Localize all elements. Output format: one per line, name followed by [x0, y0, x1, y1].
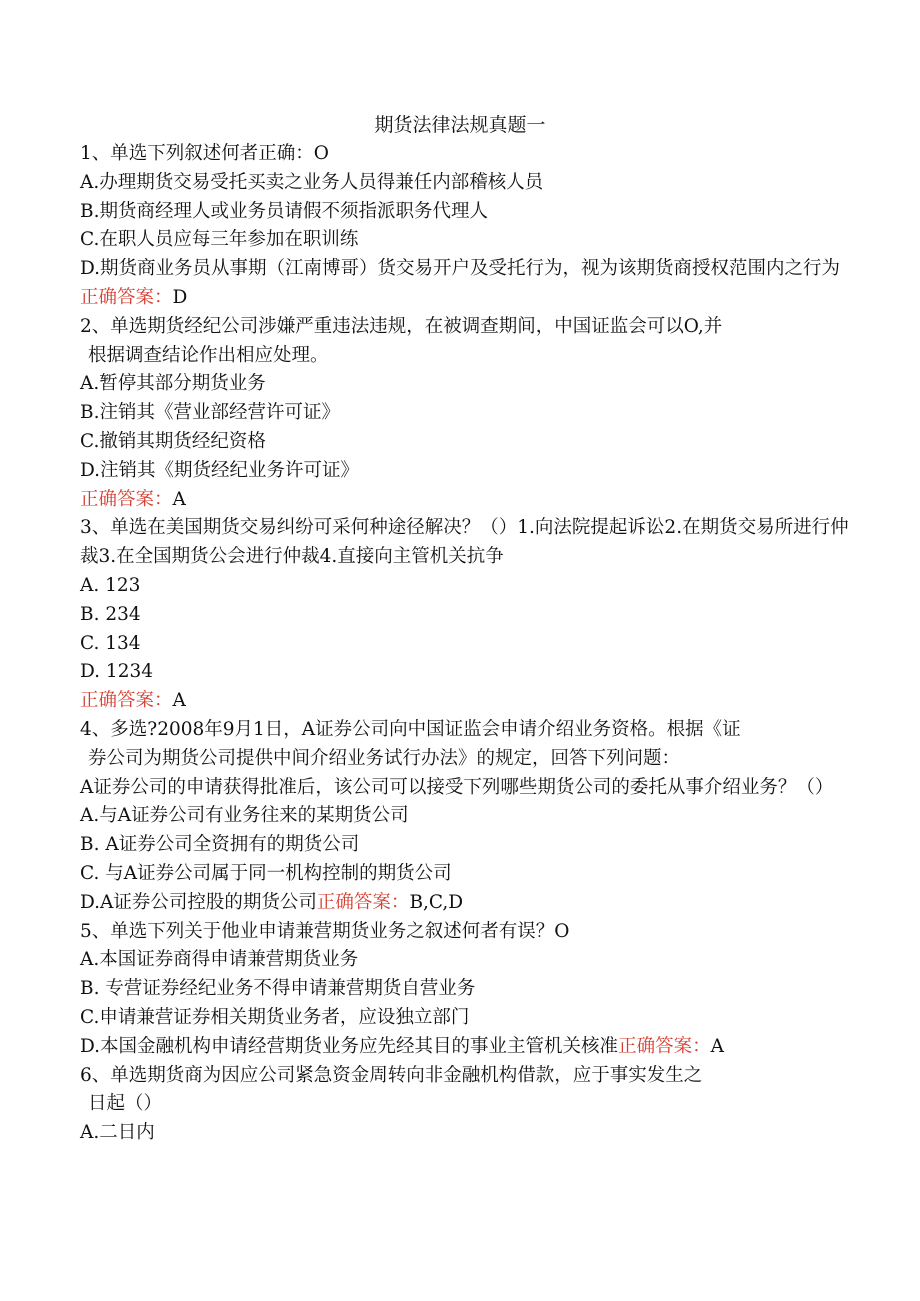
document-title: 期货法律法规真题一 [374, 114, 546, 136]
question-1-option-c: C.在职人员应每三年参加在职训练 [80, 229, 359, 251]
question-3-option-c: C. 134 [80, 632, 141, 654]
question-2-option-c: C.撤销其期货经纪资格 [80, 430, 266, 452]
question-2-option-b: B.注销其《营业部经营许可证》 [80, 402, 340, 424]
question-3-option-b: B. 234 [80, 603, 141, 625]
answer-label: 正确答案： [316, 891, 410, 913]
question-1-option-b: B.期货商经理人或业务员请假不须指派职务代理人 [80, 200, 488, 222]
question-5-stem: 5、单选下列关于他业申请兼营期货业务之叙述何者有误？O [80, 920, 570, 942]
question-4-option-b: B. A证券公司全资拥有的期货公司 [80, 834, 360, 856]
question-6-stem-line2: 日起（） [88, 1093, 163, 1115]
question-1-answer: D [172, 286, 188, 308]
answer-label: 正确答案： [80, 690, 173, 712]
question-3-option-a: A. 123 [80, 574, 141, 596]
question-6-option-a: A.二日内 [80, 1122, 155, 1144]
question-4-option-d-with-answer [80, 889, 850, 918]
question-1-stem: 1、单选下列叙述何者正确：O [80, 143, 329, 164]
question-5-answer: A [710, 1035, 724, 1057]
question-2-option-d: D.注销其《期货经纪业务许可证》 [80, 459, 360, 481]
question-1-option-d-with-answer [80, 255, 850, 313]
question-5-option-a: A.本国证券商得申请兼营期货业务 [80, 949, 359, 971]
question-4-answer: B,C,D [409, 891, 464, 913]
question-4-option-c: C. 与A证券公司属于同一机构控制的期货公司 [80, 862, 452, 884]
question-1-option-d: D.期货商业务员从事期（江南博哥）货交易开户及受托行为，视为该期货商授权范围内之行为 [80, 258, 841, 280]
question-4-stem-line3: A证券公司的申请获得批准后，该公司可以接受下列哪些期货公司的委托从事介绍业务？（） [80, 776, 834, 798]
question-5-option-c: C.申请兼营证券相关期货业务者，应设独立部门 [80, 1006, 470, 1028]
question-5-option-d: D.本国金融机构申请经营期货业务应先经其目的事业主管机关核准 [80, 1035, 619, 1057]
question-4-stem-line1: 4、多选?2008年9月1日，A证券公司向中国证监会申请介绍业务资格。根据《证 [80, 718, 741, 740]
document-body [80, 140, 850, 1148]
answer-label: 正确答案： [80, 488, 173, 510]
question-2-option-a: A.暂停其部分期货业务 [80, 373, 266, 395]
question-2-answer-line [80, 486, 850, 515]
question-3-answer-line [80, 687, 850, 716]
question-6-stem-line1: 6、单选期货商为因应公司紧急资金周转向非金融机构借款，应于事实发生之 [80, 1064, 703, 1086]
question-2-answer: A [172, 488, 186, 510]
question-2-stem-line1: 2、单选期货经纪公司涉嫌严重违法违规，在被调查期间，中国证监会可以O,并 [80, 315, 723, 337]
question-3-option-d: D. 1234 [80, 661, 154, 683]
question-3-stem: 3、单选在美国期货交易纠纷可采何种途径解决？（）1.向法院提起诉讼2.在期货交易所进行仲裁3.在全国期货公会进行仲裁4.直接向主管机关抗争 [80, 517, 849, 568]
question-1-option-a: A.办理期货交易受托买卖之业务人员得兼任内部稽核人员 [80, 171, 544, 193]
answer-label: 正确答案： [618, 1035, 711, 1057]
question-4-option-d: D.A证券公司控股的期货公司 [80, 891, 317, 913]
answer-label: 正确答案： [80, 286, 173, 308]
question-5-option-d-with-answer [80, 1033, 850, 1062]
question-4-stem-line2: 券公司为期货公司提供中间介绍业务试行办法》的规定，回答下列问题： [88, 747, 681, 769]
question-4-option-a: A.与A证券公司有业务往来的某期货公司 [80, 805, 409, 827]
question-5-option-b: B. 专营证券经纪业务不得申请兼营期货自营业务 [80, 978, 476, 1000]
question-2-stem-line2: 根据调查结论作出相应处理。 [88, 344, 329, 366]
question-3-answer: A [172, 690, 186, 712]
